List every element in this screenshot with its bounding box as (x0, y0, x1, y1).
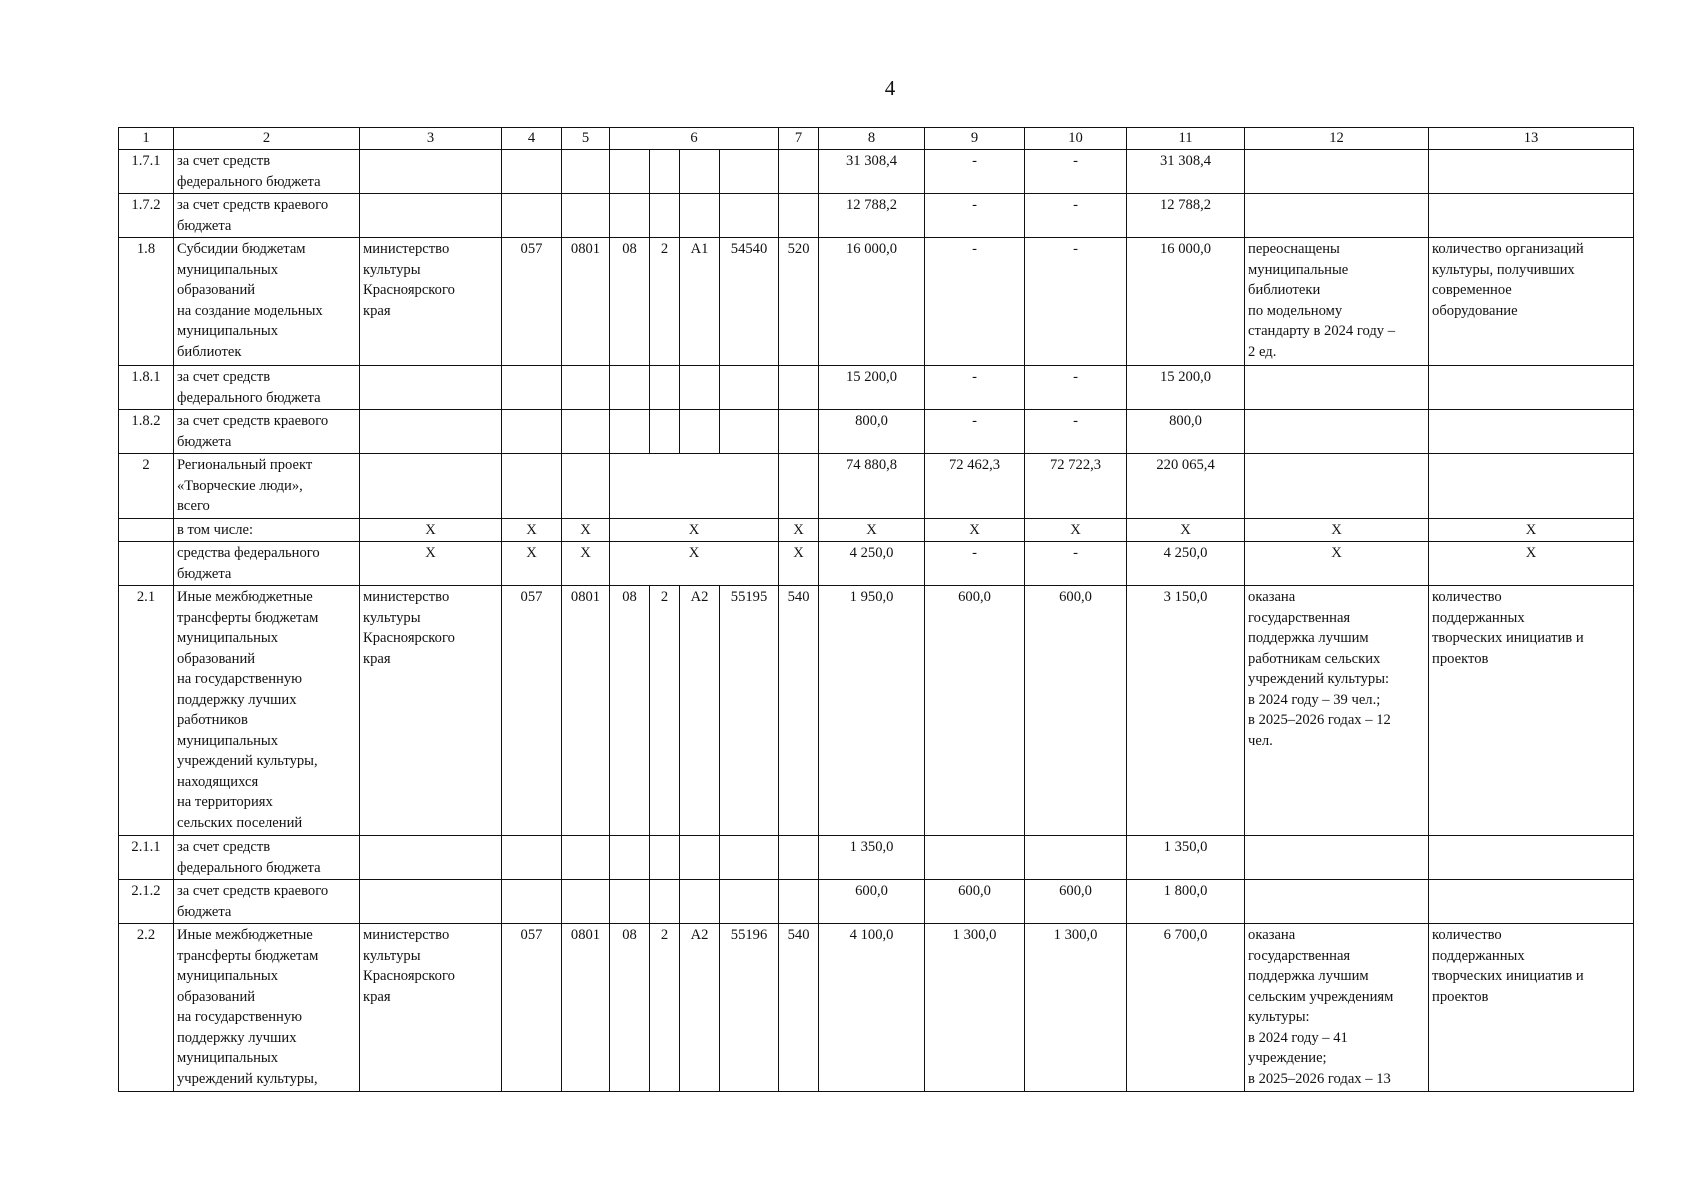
code-subprogram: 2 (650, 924, 680, 1092)
amount-2025: - (925, 150, 1025, 194)
code-rzpr: 0801 (562, 238, 610, 366)
x-mark: Х (1245, 518, 1429, 542)
code-subprogram: 2 (650, 238, 680, 366)
amount-2025: - (925, 366, 1025, 410)
x-mark: Х (610, 518, 779, 542)
x-mark: Х (502, 542, 562, 586)
x-mark: Х (779, 518, 819, 542)
code-vr: 540 (779, 586, 819, 836)
row-name: за счет средств краевого бюджета (174, 880, 360, 924)
amount-2025: 1 300,0 (925, 924, 1025, 1092)
budget-table (118, 127, 1634, 1092)
header-cell: 9 (925, 128, 1025, 150)
code-gr: 057 (502, 238, 562, 366)
table-row (119, 836, 1634, 880)
x-mark: Х (779, 542, 819, 586)
x-mark: Х (1429, 542, 1634, 586)
table-row (119, 410, 1634, 454)
table-row (119, 880, 1634, 924)
header-cell: 11 (1127, 128, 1245, 150)
header-cell: 8 (819, 128, 925, 150)
x-mark: Х (1245, 542, 1429, 586)
row-name: за счет средств федерального бюджета (174, 836, 360, 880)
amount-2025: - (925, 542, 1025, 586)
amount-total: 1 800,0 (1127, 880, 1245, 924)
amount-total: 15 200,0 (1127, 366, 1245, 410)
code-subprogram: 2 (650, 586, 680, 836)
x-mark: Х (1127, 518, 1245, 542)
expected-result: оказана государственная поддержка лучшим сельским учреждениям культуры: в 2024 году – 41 учреждение; в 2025–2026 годах – 13 (1245, 924, 1429, 1092)
code-project: А2 (680, 924, 720, 1092)
row-number: 1.7.1 (119, 150, 174, 194)
header-cell: 1 (119, 128, 174, 150)
responsible-agency: министерство культуры Красноярского края (360, 586, 502, 836)
amount-total: 31 308,4 (1127, 150, 1245, 194)
amount-total: 6 700,0 (1127, 924, 1245, 1092)
x-mark: Х (1429, 518, 1634, 542)
x-mark: Х (562, 542, 610, 586)
amount-2024: 600,0 (819, 880, 925, 924)
code-program: 08 (610, 586, 650, 836)
amount-2026: - (1025, 150, 1127, 194)
row-name: за счет средств краевого бюджета (174, 410, 360, 454)
x-mark: Х (610, 542, 779, 586)
amount-total: 12 788,2 (1127, 194, 1245, 238)
amount-2024: 4 100,0 (819, 924, 925, 1092)
header-cell: 6 (610, 128, 779, 150)
row-number: 2.1 (119, 586, 174, 836)
amount-2026: 600,0 (1025, 586, 1127, 836)
indicator: количество организаций культуры, получивших современное оборудование (1429, 238, 1634, 366)
x-mark: Х (562, 518, 610, 542)
table-row (119, 924, 1634, 1092)
indicator: количество поддержанных творческих инициатив и проектов (1429, 586, 1634, 836)
amount-2025: - (925, 194, 1025, 238)
amount-2025: - (925, 410, 1025, 454)
row-name: средства федерального бюджета (174, 542, 360, 586)
header-cell: 10 (1025, 128, 1127, 150)
header-cell: 4 (502, 128, 562, 150)
responsible-agency: министерство культуры Красноярского края (360, 238, 502, 366)
amount-2024: 31 308,4 (819, 150, 925, 194)
indicator: количество поддержанных творческих инициатив и проектов (1429, 924, 1634, 1092)
amount-total: 220 065,4 (1127, 454, 1245, 519)
amount-total: 1 350,0 (1127, 836, 1245, 880)
row-number: 1.8.1 (119, 366, 174, 410)
page-number: 4 (884, 76, 896, 100)
amount-2024: 1 350,0 (819, 836, 925, 880)
row-name: Иные межбюджетные трансферты бюджетам муниципальных образований на государственную поддержку лучших работников муниципальных учреждений культуры, находящихся на территориях сельских поселений (174, 586, 360, 836)
amount-2024: 15 200,0 (819, 366, 925, 410)
row-number: 2.1.1 (119, 836, 174, 880)
amount-2024: 800,0 (819, 410, 925, 454)
amount-2026: - (1025, 542, 1127, 586)
table-row (119, 238, 1634, 366)
amount-total: 800,0 (1127, 410, 1245, 454)
table-row (119, 366, 1634, 410)
header-cell: 2 (174, 128, 360, 150)
row-number: 2.1.2 (119, 880, 174, 924)
x-mark: Х (502, 518, 562, 542)
row-number: 1.7.2 (119, 194, 174, 238)
row-number: 1.8 (119, 238, 174, 366)
table-row (119, 150, 1634, 194)
table-row (119, 542, 1634, 586)
code-rzpr: 0801 (562, 924, 610, 1092)
amount-2024: 74 880,8 (819, 454, 925, 519)
code-gr: 057 (502, 924, 562, 1092)
code-program: 08 (610, 238, 650, 366)
table-row (119, 518, 1634, 542)
expected-result: оказана государственная поддержка лучшим работникам сельских учреждений культуры: в 2024 году – 39 чел.; в 2025–2026 годах – 12 чел. (1245, 586, 1429, 836)
header-cell: 12 (1245, 128, 1429, 150)
amount-2026: - (1025, 366, 1127, 410)
header-row (119, 128, 1634, 150)
code-project: А2 (680, 586, 720, 836)
amount-2025: 600,0 (925, 880, 1025, 924)
row-name: Иные межбюджетные трансферты бюджетам муниципальных образований на государственную поддержку лучших муниципальных учреждений культуры, (174, 924, 360, 1092)
row-name: за счет средств федерального бюджета (174, 150, 360, 194)
x-mark: Х (925, 518, 1025, 542)
table-row (119, 194, 1634, 238)
amount-2026: 600,0 (1025, 880, 1127, 924)
amount-2026: - (1025, 238, 1127, 366)
table-row (119, 586, 1634, 836)
amount-2024: 1 950,0 (819, 586, 925, 836)
code-rzpr: 0801 (562, 586, 610, 836)
header-cell: 13 (1429, 128, 1634, 150)
amount-total: 3 150,0 (1127, 586, 1245, 836)
amount-2024: 4 250,0 (819, 542, 925, 586)
amount-2026: 72 722,3 (1025, 454, 1127, 519)
amount-2024: 16 000,0 (819, 238, 925, 366)
header-cell: 3 (360, 128, 502, 150)
amount-2025: - (925, 238, 1025, 366)
expected-result: переоснащены муниципальные библиотеки по модельному стандарту в 2024 году – 2 ед. (1245, 238, 1429, 366)
responsible-agency: министерство культуры Красноярского края (360, 924, 502, 1092)
row-name: за счет средств федерального бюджета (174, 366, 360, 410)
row-name: Региональный проект «Творческие люди», всего (174, 454, 360, 519)
x-mark: Х (819, 518, 925, 542)
amount-total: 16 000,0 (1127, 238, 1245, 366)
amount-2026: 1 300,0 (1025, 924, 1127, 1092)
code-direction: 54540 (720, 238, 779, 366)
table-row (119, 454, 1634, 519)
row-name: за счет средств краевого бюджета (174, 194, 360, 238)
row-name: Субсидии бюджетам муниципальных образований на создание модельных муниципальных библиотек (174, 238, 360, 366)
x-mark: Х (360, 518, 502, 542)
code-direction: 55196 (720, 924, 779, 1092)
x-mark: Х (360, 542, 502, 586)
header-cell: 5 (562, 128, 610, 150)
amount-2026: - (1025, 194, 1127, 238)
row-number: 2 (119, 454, 174, 519)
code-gr: 057 (502, 586, 562, 836)
x-mark: Х (1025, 518, 1127, 542)
code-vr: 520 (779, 238, 819, 366)
code-vr: 540 (779, 924, 819, 1092)
amount-total: 4 250,0 (1127, 542, 1245, 586)
row-number: 2.2 (119, 924, 174, 1092)
code-program: 08 (610, 924, 650, 1092)
row-number: 1.8.2 (119, 410, 174, 454)
amount-2024: 12 788,2 (819, 194, 925, 238)
code-direction: 55195 (720, 586, 779, 836)
row-name: в том числе: (174, 518, 360, 542)
amount-2025: 600,0 (925, 586, 1025, 836)
header-cell: 7 (779, 128, 819, 150)
code-project: А1 (680, 238, 720, 366)
amount-2025: 72 462,3 (925, 454, 1025, 519)
amount-2026: - (1025, 410, 1127, 454)
